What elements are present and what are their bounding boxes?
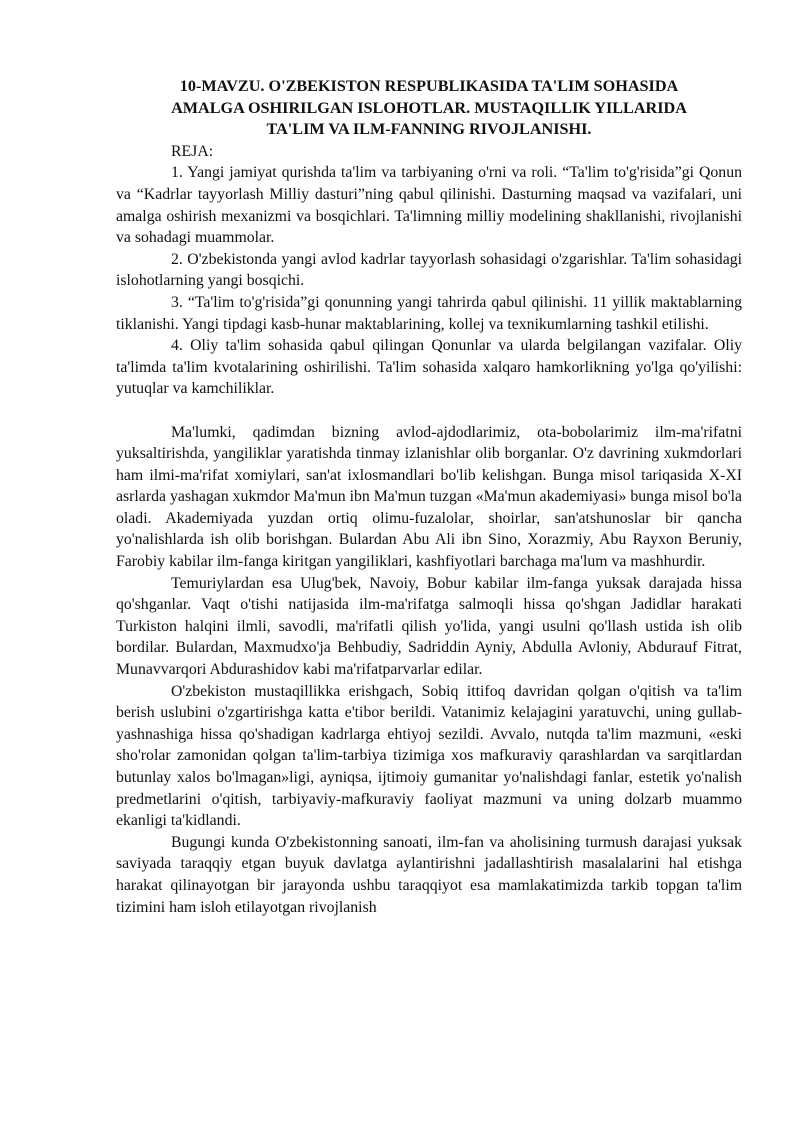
plan-item-4: 4. Oliy ta'lim sohasida qabul qilingan Qonunlar va ularda belgilangan vazifalar. Oliy ta'limda ta'lim kvotalarining oshirilishi. Ta'lim sohasida xalqaro hamkorlikning yo'lga qo'yilishi: yutuqlar va kamchiliklar. (116, 337, 742, 398)
body-paragraph-2: Temuriylardan esa Ulug'bek, Navoiy, Bobur kabilar ilm-fanga yuksak darajada hissa qo'shganlar. Vaqt o'tishi natijasida ilm-ma'rifatga salmoqli hissa qo'shgan Jadidlar harakati Turkiston halqini ilmli, savodli, ma'rifatli qilish yo'lida, yangi usulni qo'llash ustida ish olib bordilar. Bulardan, Maxmudxo'ja Behbudiy, Sadriddin Ayniy, Abdulla Avloniy, Abdurauf Fitrat, Munavvarqori Abdurashidov kabi ma'rifatparvarlar edilar. (116, 574, 742, 679)
plan-heading: REJA: (171, 142, 214, 160)
title-line: AMALGA OSHIRILGAN ISLOHOTLAR. MUSTAQILLIK YILLARIDA (171, 98, 687, 117)
body-paragraph-1: Ma'lumki, qadimdan bizning avlod-ajdodlarimiz, ota-bobolarimiz ilm-ma'rifatni yuksaltirishda, yangiliklar yaratishda tinmay izlanishlar olib borganlar. O'z davrining xukmdorlari ham ilmi-ma'rifat xomiylari, san'at ixlosmandlari bo'lib kelishgan. Bunga misol tariqasida X-XI asrlarda yashagan xukmdor Ma'mun ibn Ma'mun tuzgan «Ma'mun akademiyasi» bunga misol bo'la oladi. Akademiyada yuzdan ortiq olimu-fuzalolar, shoirlar, san'atshunoslar bir qancha yo'nalishlarda ish olib borishgan. Bulardan Abu Ali ibn Sino, Xorazmiy, Abu Rayxon Beruniy, Farobiy kabilar ilm-fanga kiritgan yangiliklari, kashfiyotlari barchaga ma'lum va mashhurdir. (116, 423, 743, 571)
title-line: 10-MAVZU. O'ZBEKISTON RESPUBLIKASIDA TA'LIM SOHASIDA (179, 77, 679, 95)
title-line: TA'LIM VA ILM-FANNING RIVOJLANISHI. (266, 120, 592, 139)
paragraph-spacer (116, 400, 742, 422)
body-paragraph-4: Bugungi kunda O'zbekistonning sanoati, ilm-fan va aholisining turmush darajasi yuksak saviyada taraqqiy etgan buyuk davlatga aylantirishni jadallashtirish masalalarini hal etishga harakat qilinayotgan bir jarayonda ushbu taraqqiyot esa mamlakatimizda tarkib topgan ta'lim tizimini ham isloh etilayotgan rivojlanish (116, 833, 742, 916)
body-paragraph-3: O'zbekiston mustaqillikka erishgach, Sobiq ittifoq davridan qolgan o'qitish va ta'lim berish uslubini o'zgartirishga katta e'tibor berildi. Vatanimiz kelajagini yaratuvchi, uning gullab-yashnashiga hissa qo'shadigan kadrlarga ehtiyoj sezildi. Avvalo, nutqda ta'lim mazmuni, «eski sho'rolar zamonidan qolgan ta'lim-tarbiya tizimiga xos mafkuraviy qarashlardan va sarqitlardan butunlay xalos bo'lmagan»ligi, ayniqsa, ijtimoiy gumanitar yo'nalishdagi fanlar, estetik yo'nalish predmetlarini o'qitish, tarbiyaviy-mafkuraviy faoliyat mazmuni va uning dolzarb muammo ekanligi ta'kidlandi. (116, 682, 742, 830)
plan-item-3: 3. “Ta'lim to'g'risida”gi qonunning yangi tahrirda qabul qilinishi. 11 yillik maktablarning tiklanishi. Yangi tipdagi kasb-hunar maktablarining, kollej va texnikumlarning tashkil etilishi. (116, 293, 742, 333)
document-page (116, 76, 742, 918)
plan-item-2: 2. O'zbekistonda yangi avlod kadrlar tayyorlash sohasidagi o'zgarishlar. Ta'lim sohasidagi islohotlarning yangi bosqichi. (116, 250, 742, 290)
document-title (116, 76, 742, 141)
plan-item-1: 1. Yangi jamiyat qurishda ta'lim va tarbiyaning o'rni va roli. “Ta'lim to'g'risida”gi Qonun va “Kadrlar tayyorlash Milliy dasturi”ning qabul qilinishi. Dasturning maqsad va vazifalari, uni amalga oshirish mexanizmi va bosqichlari. Ta'limning milliy modelining shakllanishi, rivojlanishi va sohadagi muammolar. (116, 164, 742, 247)
